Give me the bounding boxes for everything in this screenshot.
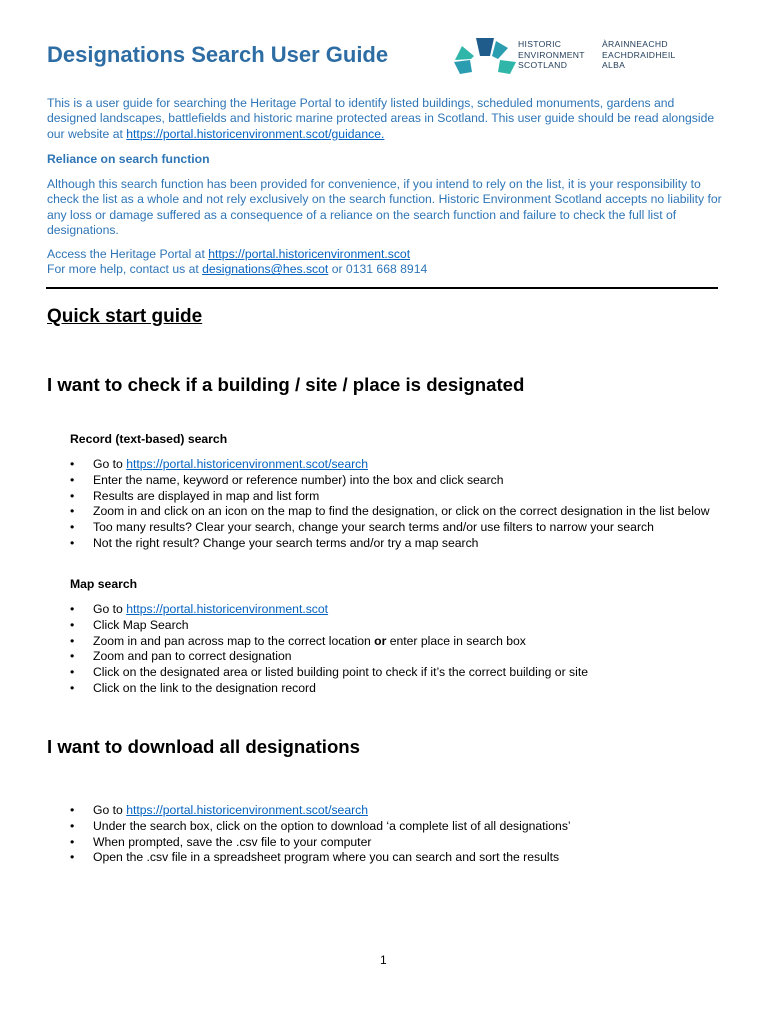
section-check-heading: I want to check if a building / site / place is designated bbox=[47, 374, 525, 395]
list-item: • Too many results? Clear your search, change your search terms and/or use filters to narrow your search bbox=[70, 520, 654, 535]
download-list bbox=[70, 803, 720, 866]
list-item: • Click Map Search bbox=[70, 617, 189, 632]
page-number: 1 bbox=[380, 953, 387, 967]
list-item: • Under the search box, click on the option to download ‘a complete list of all designations’ bbox=[70, 818, 571, 833]
bullet-icon: • bbox=[70, 617, 75, 632]
section-download-heading: I want to download all designations bbox=[47, 736, 361, 757]
list-item: • Not the right result? Change your search terms and/or try a map search bbox=[70, 535, 479, 550]
bullet-icon: • bbox=[70, 850, 75, 865]
bullet-icon: • bbox=[70, 472, 75, 487]
bullet-icon: • bbox=[70, 633, 75, 648]
portal-link[interactable]: https://portal.historicenvironment.scot bbox=[208, 247, 411, 261]
email-link[interactable]: designations@hes.scot bbox=[202, 262, 329, 277]
map-search-list bbox=[70, 602, 720, 697]
bullet-icon: • bbox=[70, 457, 75, 471]
reliance-heading: Reliance on search function bbox=[47, 152, 210, 166]
list-item: • Click on the link to the designation record bbox=[70, 680, 316, 695]
list-item: • Open the .csv file in a spreadsheet program where you can search and sort the results bbox=[70, 850, 560, 865]
guidance-link[interactable]: https://portal.historicenvironment.scot/guidance. bbox=[126, 126, 385, 141]
bullet-icon: • bbox=[70, 818, 75, 833]
list-item: • Go to https://portal.historicenvironment.scot/search bbox=[70, 803, 369, 817]
hes-logo-mark bbox=[452, 36, 518, 76]
bullet-icon: • bbox=[70, 535, 75, 550]
bullet-icon: • bbox=[70, 834, 75, 849]
list-item: • Zoom and pan to correct designation bbox=[70, 649, 292, 664]
list-link[interactable]: https://portal.historicenvironment.scot/search bbox=[126, 457, 369, 471]
document-title: Designations Search User Guide bbox=[47, 42, 389, 67]
reliance-paragraph: Although this search function has been provided for convenience, if you intend to rely on the list, it is your responsibility to check the list as a whole and not rely exclusively on the search function. Historic Environment Scotland accepts no liability for any loss or damage suffered as a consequence of a reliance on the search function and failure to check the full list of designations. bbox=[47, 177, 722, 238]
list-link[interactable]: https://portal.historicenvironment.scot bbox=[126, 602, 329, 616]
bullet-icon: • bbox=[70, 602, 75, 616]
contact-paragraph: Access the Heritage Portal at https://portal.historicenvironment.scot For more help, contact us at designations@hes.scot or 0131 668 8914 bbox=[47, 247, 428, 277]
list-item: • Click on the designated area or listed building point to check if it’s the correct building or site bbox=[70, 665, 588, 680]
bullet-icon: • bbox=[70, 504, 75, 519]
logo-text-gaelic: ÀRAINNEACHD EACHDRAIDHEIL ALBA bbox=[602, 39, 676, 70]
bullet-icon: • bbox=[70, 649, 75, 664]
list-item: • Zoom in and pan across map to the correct location or enter place in search box bbox=[70, 633, 526, 648]
divider bbox=[46, 287, 718, 289]
intro-paragraph: This is a user guide for searching the Heritage Portal to identify listed buildings, scheduled monuments, gardens and designed landscapes, battlefields and historic marine protected areas in Scotland. This user guide should be read alongside our website at https://portal.historicenvironment.scot/guidance. bbox=[47, 96, 715, 141]
list-item: • Enter the name, keyword or reference number) into the box and click search bbox=[70, 472, 504, 487]
list-item: • Go to https://portal.historicenvironment.scot/search bbox=[70, 457, 369, 471]
logo-text-english: HISTORIC ENVIRONMENT SCOTLAND bbox=[518, 39, 585, 70]
bullet-icon: • bbox=[70, 680, 75, 695]
bullet-icon: • bbox=[70, 665, 75, 680]
bullet-icon: • bbox=[70, 520, 75, 535]
list-item: • When prompted, save the .csv file to your computer bbox=[70, 834, 372, 849]
bullet-icon: • bbox=[70, 803, 75, 817]
map-search-heading: Map search bbox=[70, 577, 138, 591]
record-search-heading: Record (text-based) search bbox=[70, 432, 228, 446]
hes-logo bbox=[452, 36, 692, 76]
bullet-icon: • bbox=[70, 488, 75, 503]
quick-start-heading: Quick start guide bbox=[47, 306, 203, 327]
list-item: • Results are displayed in map and list form bbox=[70, 488, 320, 503]
list-item: • Zoom in and click on an icon on the map to find the designation, or click on the correct designation in the list below bbox=[70, 504, 710, 519]
record-search-list bbox=[70, 457, 720, 552]
list-link[interactable]: https://portal.historicenvironment.scot/search bbox=[126, 803, 369, 817]
list-item: • Go to https://portal.historicenvironment.scot bbox=[70, 602, 329, 616]
